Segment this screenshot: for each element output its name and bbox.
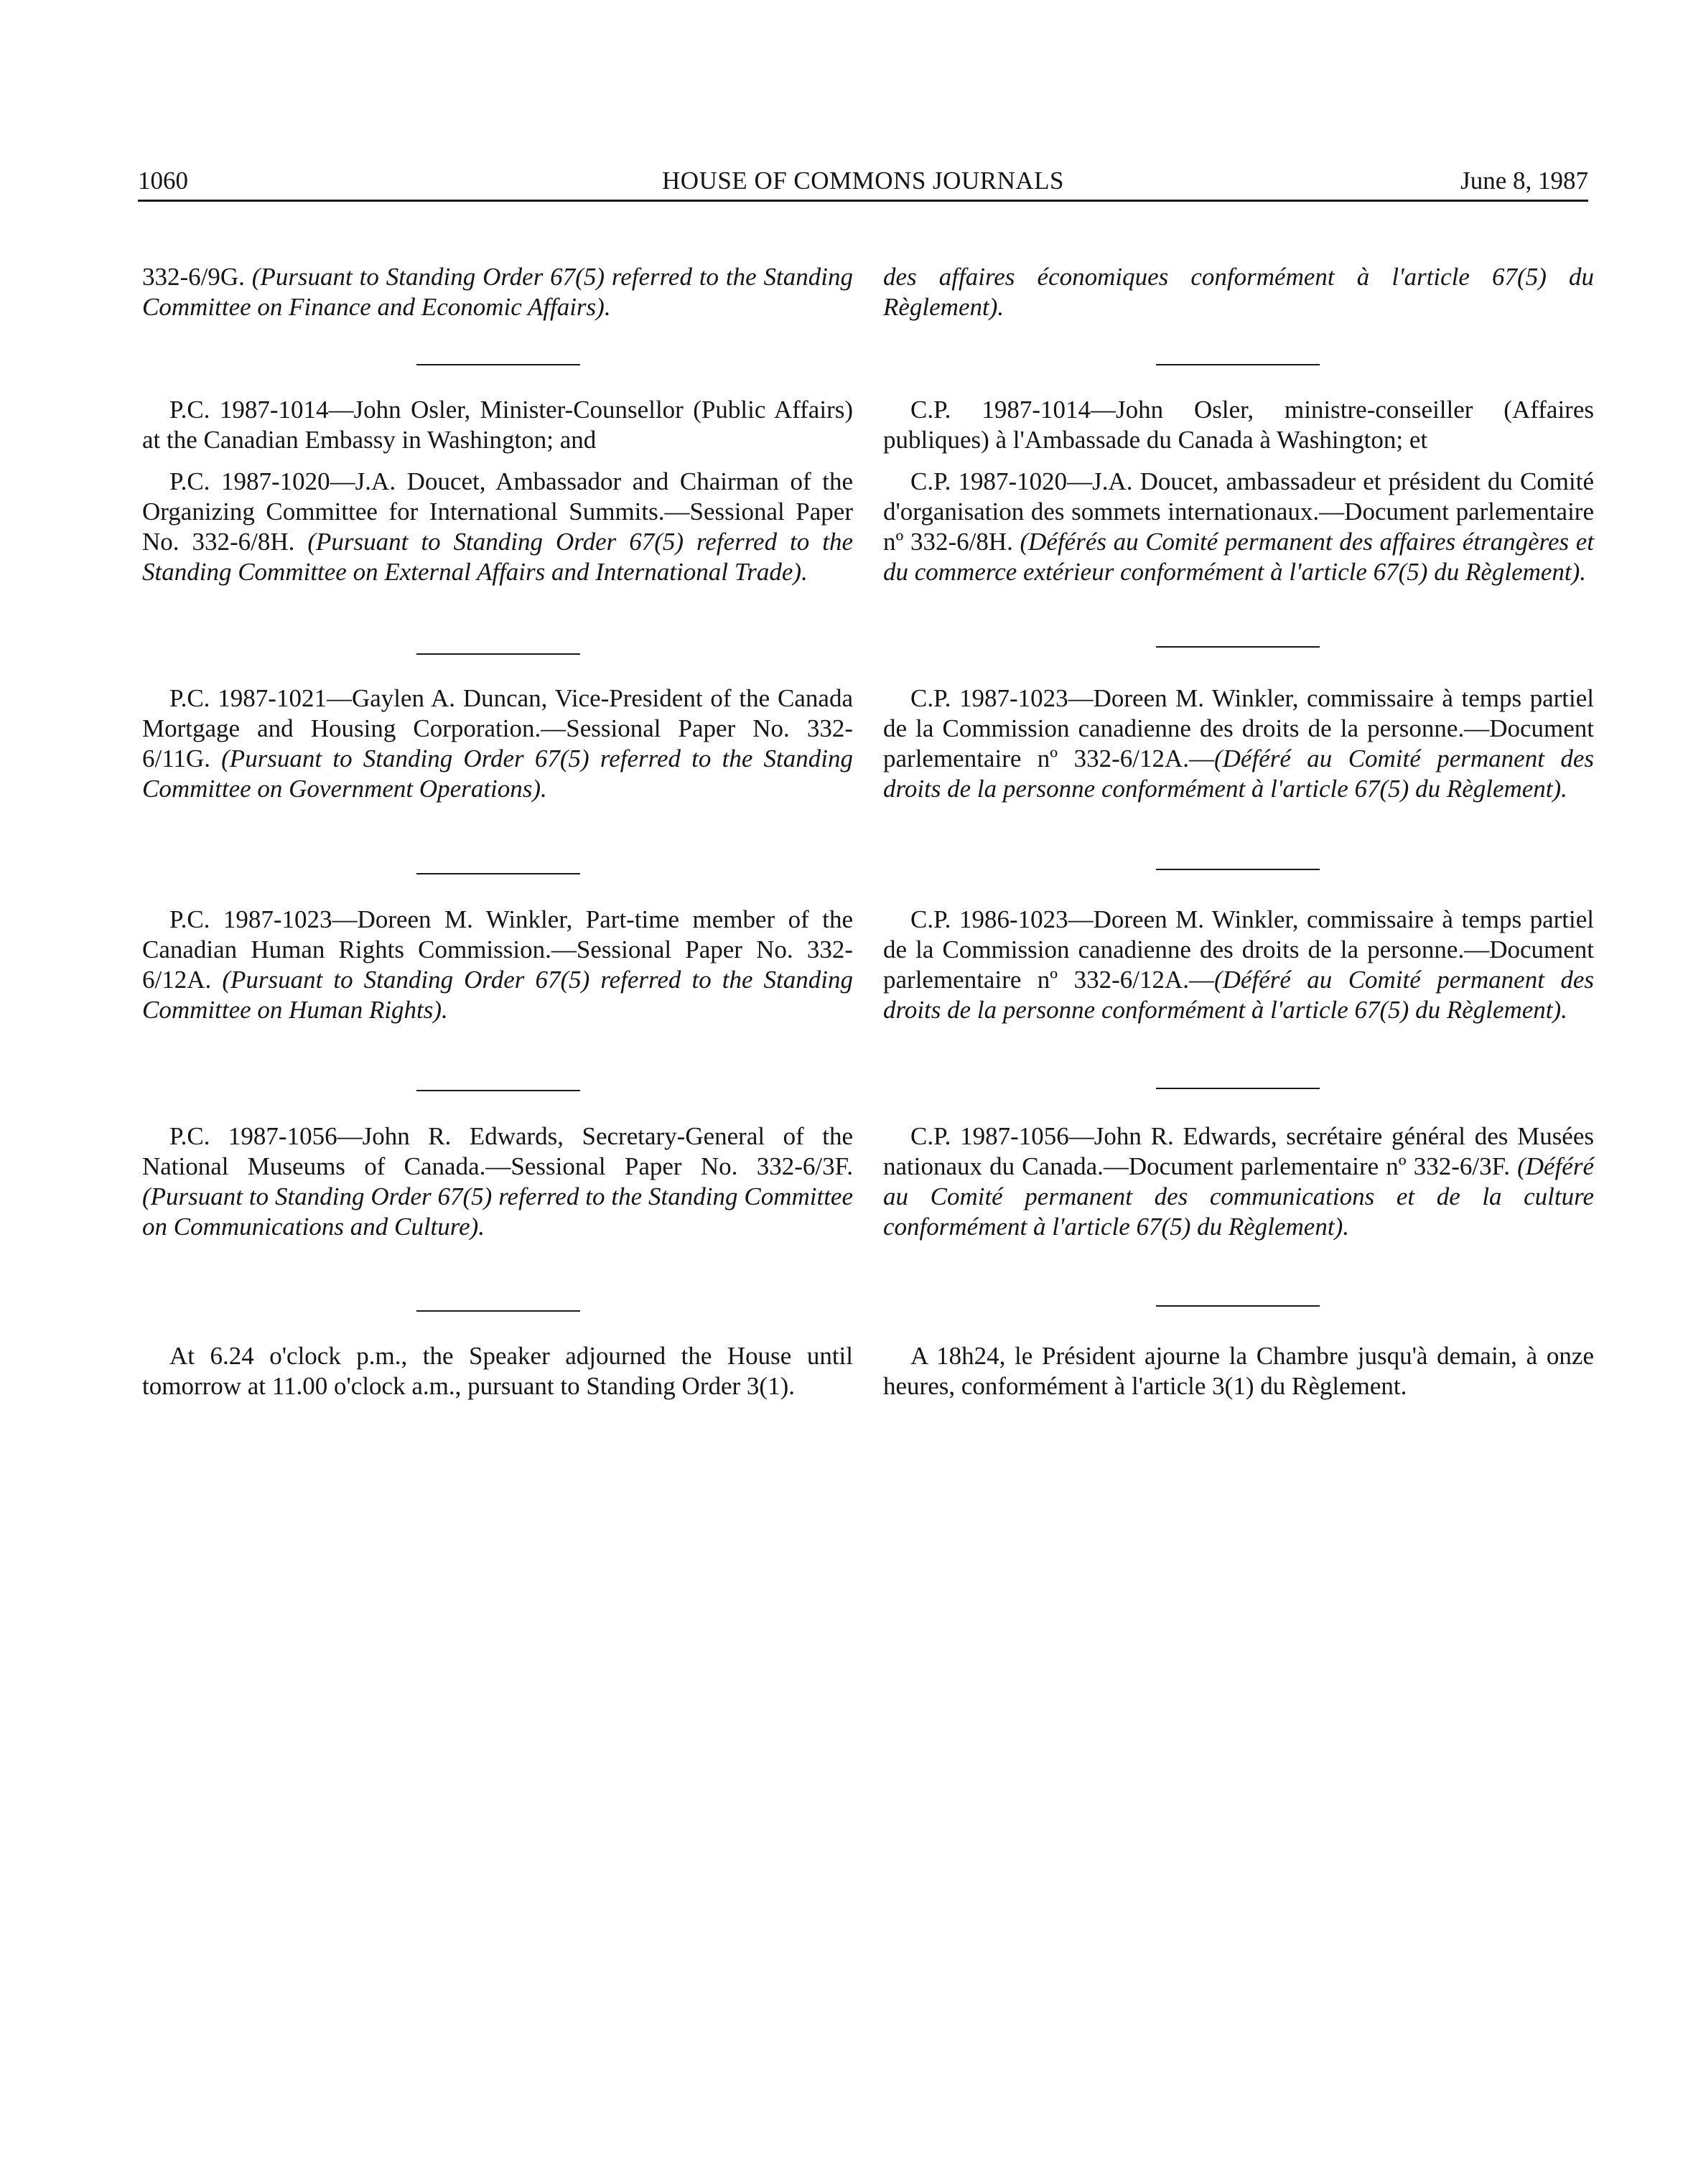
section-separator [416,873,580,874]
paragraph: 332-6/9G. (Pursuant to Standing Order 67(5) referred to the Standing Committee on Finance and Economic Affairs). [142,263,853,321]
paragraph: P.C. 1987-1021—Gaylen A. Duncan, Vice-President of the Canada Mortgage and Housing Corporation.—Sessional Paper No. 332-6/11G. (Pursuant to Standing Order 67(5) referred to the Standing Committee on Government Operations). [142,684,853,803]
section-separator [1156,869,1320,870]
paragraph: At 6.24 o'clock p.m., the Speaker adjourned the House until tomorrow at 11.00 o'clock a.m., pursuant to Standing Order 3(1). [142,1342,853,1400]
page-number: 1060 [138,167,188,195]
section-separator [416,1310,580,1312]
fr-winkler-2 [883,905,1594,1025]
section-separator [416,364,580,365]
section-separator [1156,1088,1320,1089]
paragraph: C.P. 1987-1014—John Osler, ministre-conseiller (Affaires publiques) à l'Ambassade du Canada à Washington; et [883,396,1594,454]
paragraph: des affaires économiques conformément à l'article 67(5) du Règlement). [883,263,1594,321]
en-continuation [142,262,853,322]
fr-continuation [883,262,1594,322]
paragraph: A 18h24, le Président ajourne la Chambre jusqu'à demain, à onze heures, conformément à l'article 3(1) du Règlement. [883,1342,1594,1400]
paragraph: C.P. 1987-1023—Doreen M. Winkler, commissaire à temps partiel de la Commission canadienne des droits de la personne.—Document parlementaire nº 332-6/12A.—(Déféré au Comité permanent des droits de la personne conformément à l'article 67(5) du Règlement). [883,684,1594,803]
paragraph: P.C. 1987-1056—John R. Edwards, Secretary-General of the National Museums of Canada.—Sessional Paper No. 332-6/3F. (Pursuant to Standing Order 67(5) referred to the Standing Committee on Communications and Culture). [142,1122,853,1241]
fr-osler-doucet [883,395,1594,587]
paragraph: P.C. 1987-1014—John Osler, Minister-Counsellor (Public Affairs) at the Canadian Embassy in Washington; and [142,396,853,454]
en-winkler [142,905,853,1025]
paragraph: P.C. 1987-1023—Doreen M. Winkler, Part-time member of the Canadian Human Rights Commission.—Sessional Paper No. 332-6/12A. (Pursuant to Standing Order 67(5) referred to the Standing Committee on Human Rights). [142,905,854,1024]
paragraph: C.P. 1986-1023—Doreen M. Winkler, commissaire à temps partiel de la Commission canadienne des droits de la personne.—Document parlementaire nº 332-6/12A.—(Déféré au Comité permanent des droits de la personne conformément à l'article 67(5) du Règlement). [883,905,1594,1024]
section-separator [416,653,580,655]
section-separator [1156,646,1320,648]
journal-title: HOUSE OF COMMONS JOURNALS [662,167,1064,195]
fr-winkler-1 [883,683,1594,804]
section-separator [1156,364,1320,365]
paragraph: C.P. 1987-1020—J.A. Doucet, ambassadeur et président du Comité d'organisation des sommets internationaux.—Document parlementaire nº 332-6/8H. (Déférés au Comité permanent des affaires étrangères et du commerce extérieur conformément à l'article 67(5) du Règlement). [883,467,1594,586]
fr-edwards [883,1121,1594,1242]
en-adjournment [142,1341,853,1401]
section-separator [416,1090,580,1091]
fr-adjournment [883,1341,1594,1401]
paragraph: C.P. 1987-1056—John R. Edwards, secrétaire général des Musées nationaux du Canada.—Document parlementaire nº 332-6/3F. (Déféré au Comité permanent des communications et de la culture conformément à l'article 67(5) du Règlement). [883,1122,1594,1241]
paragraph: P.C. 1987-1020—J.A. Doucet, Ambassador and Chairman of the Organizing Committee for International Summits.—Sessional Paper No. 332-6/8H. (Pursuant to Standing Order 67(5) referred to the Standing Committee on External Affairs and International Trade). [142,467,854,586]
page-header [138,164,1588,198]
header-rule [138,200,1588,202]
journal-date: June 8, 1987 [1460,167,1588,195]
section-separator [1156,1305,1320,1307]
en-osler-doucet [142,395,853,587]
en-edwards [142,1121,853,1242]
en-duncan [142,683,853,804]
